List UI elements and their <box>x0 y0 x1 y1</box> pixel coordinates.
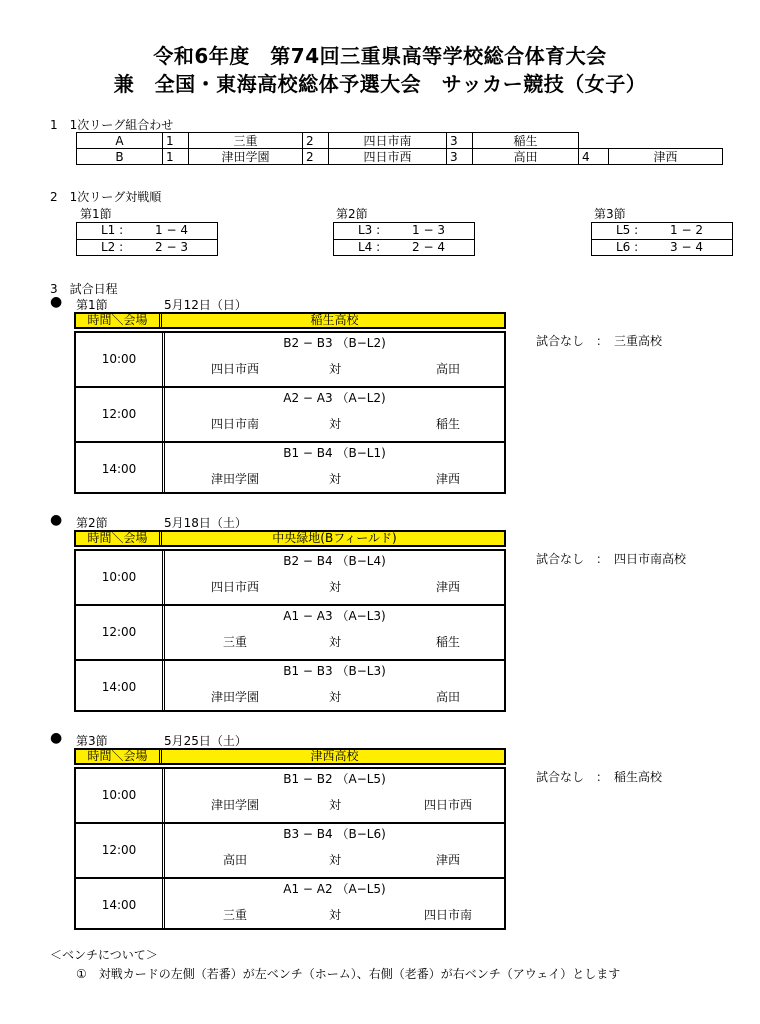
away-team: 高田 <box>435 362 460 376</box>
schedule-body <box>74 549 506 712</box>
match-row <box>76 443 504 496</box>
team-no: 2 <box>303 149 329 165</box>
match-label: B1 − B4 （B−L1) <box>283 446 386 460</box>
schedule-body <box>74 331 506 494</box>
match-row <box>76 661 504 714</box>
day-date: 5月12日（日） <box>164 298 247 312</box>
order-row <box>592 223 732 239</box>
section2-heading: 2 1次リーグ対戦順 <box>50 190 162 204</box>
vs-label: 対 <box>328 635 341 649</box>
away-team: 四日市西 <box>423 798 472 812</box>
league-id: L1 : <box>101 223 124 237</box>
away-team: 稲生 <box>435 635 460 649</box>
team-no: 1 <box>163 133 189 149</box>
bye-note: 試合なし ： 四日市南高校 <box>536 552 687 566</box>
match-card <box>165 333 504 386</box>
team-no: 3 <box>447 149 473 165</box>
match-time: 10:00 <box>101 352 137 366</box>
match-time: 12:00 <box>101 407 137 421</box>
home-team: 津田学園 <box>210 690 259 704</box>
vs-label: 対 <box>328 908 341 922</box>
bye-note: 試合なし ： 三重高校 <box>536 334 663 348</box>
bullet: ● <box>50 730 63 746</box>
match-label: A1 − A2 （A−L5) <box>283 882 386 896</box>
team-no: 2 <box>303 133 329 149</box>
pairing: 3 − 4 <box>670 240 703 254</box>
group-table <box>76 132 723 165</box>
league-id: L2 : <box>101 240 124 254</box>
match-label: A1 − A3 （A−L3) <box>283 609 386 623</box>
match-row <box>76 333 504 386</box>
match-time: 14:00 <box>101 462 137 476</box>
section1-heading: 1 1次リーグ組合わせ <box>50 118 174 132</box>
notes-item-1: ① 対戦カードの左側（若番）が左ベンチ（ホーム）、右側（老番）が右ベンチ（アウェイ）とします <box>76 967 621 981</box>
team-no: 1 <box>163 149 189 165</box>
match-row <box>76 388 504 441</box>
team-no: 4 <box>579 149 609 165</box>
league-id: L3 : <box>358 223 381 237</box>
vs-label: 対 <box>328 853 341 867</box>
match-time: 14:00 <box>101 680 137 694</box>
team-name: 津田学園 <box>189 149 303 165</box>
day-round: 第1節 <box>76 298 108 312</box>
match-card <box>165 661 504 714</box>
home-team: 高田 <box>222 853 247 867</box>
group-name: B <box>77 149 163 165</box>
home-team: 四日市西 <box>210 362 259 376</box>
match-time: 14:00 <box>101 898 137 912</box>
schedule-block <box>74 530 506 712</box>
notes-heading: ＜ベンチについて＞ <box>50 948 158 962</box>
team-name: 高田 <box>473 149 579 165</box>
round-label: 第2節 <box>336 207 368 221</box>
schedule-body <box>74 767 506 930</box>
time-venue-label: 時間＼会場 <box>76 314 162 327</box>
round-order-box <box>333 222 475 256</box>
team-no: 3 <box>447 133 473 149</box>
day-round: 第3節 <box>76 734 108 748</box>
match-card <box>165 879 504 932</box>
section3-heading: 3 試合日程 <box>50 282 118 296</box>
match-label: B3 − B4 （B−L6) <box>283 827 386 841</box>
match-row <box>76 769 504 822</box>
day-date: 5月25日（土） <box>164 734 247 748</box>
match-card <box>165 606 504 659</box>
pairing: 2 − 3 <box>155 240 188 254</box>
vs-label: 対 <box>328 362 341 376</box>
order-row <box>77 223 217 239</box>
page-title-line2: 兼 全国・東海高校総体予選大会 サッカー競技（女子） <box>113 72 647 96</box>
home-team: 三重 <box>222 908 247 922</box>
round-order-box <box>76 222 218 256</box>
group-row-b <box>77 149 723 165</box>
pairing: 2 − 4 <box>412 240 445 254</box>
time-venue-label: 時間＼会場 <box>76 750 162 763</box>
home-team: 三重 <box>222 635 247 649</box>
pairing: 1 − 4 <box>155 223 188 237</box>
away-team: 津西 <box>435 472 460 486</box>
league-id: L4 : <box>358 240 381 254</box>
match-row <box>76 879 504 932</box>
match-row <box>76 551 504 604</box>
venue-name: 中央緑地(Bフィールド) <box>272 531 397 545</box>
away-team: 津西 <box>435 853 460 867</box>
order-row <box>77 239 217 255</box>
group-row-a <box>77 133 723 149</box>
venue-name: 津西高校 <box>310 749 359 763</box>
match-label: B2 − B3 （B−L2) <box>283 336 386 350</box>
schedule-block <box>74 312 506 494</box>
match-card <box>165 824 504 877</box>
round-label: 第3節 <box>594 207 626 221</box>
match-label: B1 − B2 （A−L5) <box>283 772 386 786</box>
match-time: 10:00 <box>101 570 137 584</box>
order-row <box>334 223 474 239</box>
match-label: A2 − A3 （A−L2) <box>283 391 386 405</box>
away-team: 四日市南 <box>423 908 472 922</box>
league-id: L6 : <box>616 240 639 254</box>
vs-label: 対 <box>328 690 341 704</box>
time-venue-label: 時間＼会場 <box>76 532 162 545</box>
schedule-header <box>74 312 506 329</box>
match-label: B1 − B3 （B−L3) <box>283 664 386 678</box>
home-team: 津田学園 <box>210 472 259 486</box>
match-time: 12:00 <box>101 843 137 857</box>
day-date: 5月18日（土） <box>164 516 247 530</box>
team-name: 稲生 <box>473 133 579 149</box>
order-row <box>334 239 474 255</box>
schedule-header <box>74 530 506 547</box>
group-name: A <box>77 133 163 149</box>
order-row <box>592 239 732 255</box>
match-row <box>76 606 504 659</box>
home-team: 津田学園 <box>210 798 259 812</box>
day-round: 第2節 <box>76 516 108 530</box>
bullet: ● <box>50 294 63 310</box>
schedule-header <box>74 748 506 765</box>
away-team: 高田 <box>435 690 460 704</box>
bullet: ● <box>50 512 63 528</box>
match-row <box>76 824 504 877</box>
round-order-box <box>591 222 733 256</box>
league-id: L5 : <box>616 223 639 237</box>
vs-label: 対 <box>328 472 341 486</box>
match-card <box>165 388 504 441</box>
pairing: 1 − 2 <box>670 223 703 237</box>
match-label: B2 − B4 （B−L4) <box>283 554 386 568</box>
team-name: 三重 <box>189 133 303 149</box>
round-label: 第1節 <box>80 207 112 221</box>
team-name: 津西 <box>609 149 723 165</box>
schedule-block <box>74 748 506 930</box>
match-card <box>165 769 504 822</box>
bye-note: 試合なし ： 稲生高校 <box>536 770 663 784</box>
page-title-line1: 令和6年度 第74回三重県高等学校総合体育大会 <box>153 44 607 68</box>
match-time: 12:00 <box>101 625 137 639</box>
home-team: 四日市南 <box>210 417 259 431</box>
vs-label: 対 <box>328 417 341 431</box>
team-name: 四日市南 <box>329 133 447 149</box>
pairing: 1 − 3 <box>412 223 445 237</box>
vs-label: 対 <box>328 798 341 812</box>
match-time: 10:00 <box>101 788 137 802</box>
match-card <box>165 443 504 496</box>
away-team: 稲生 <box>435 417 460 431</box>
vs-label: 対 <box>328 580 341 594</box>
home-team: 四日市西 <box>210 580 259 594</box>
away-team: 津西 <box>435 580 460 594</box>
team-name: 四日市西 <box>329 149 447 165</box>
venue-name: 稲生高校 <box>310 313 359 327</box>
match-card <box>165 551 504 604</box>
